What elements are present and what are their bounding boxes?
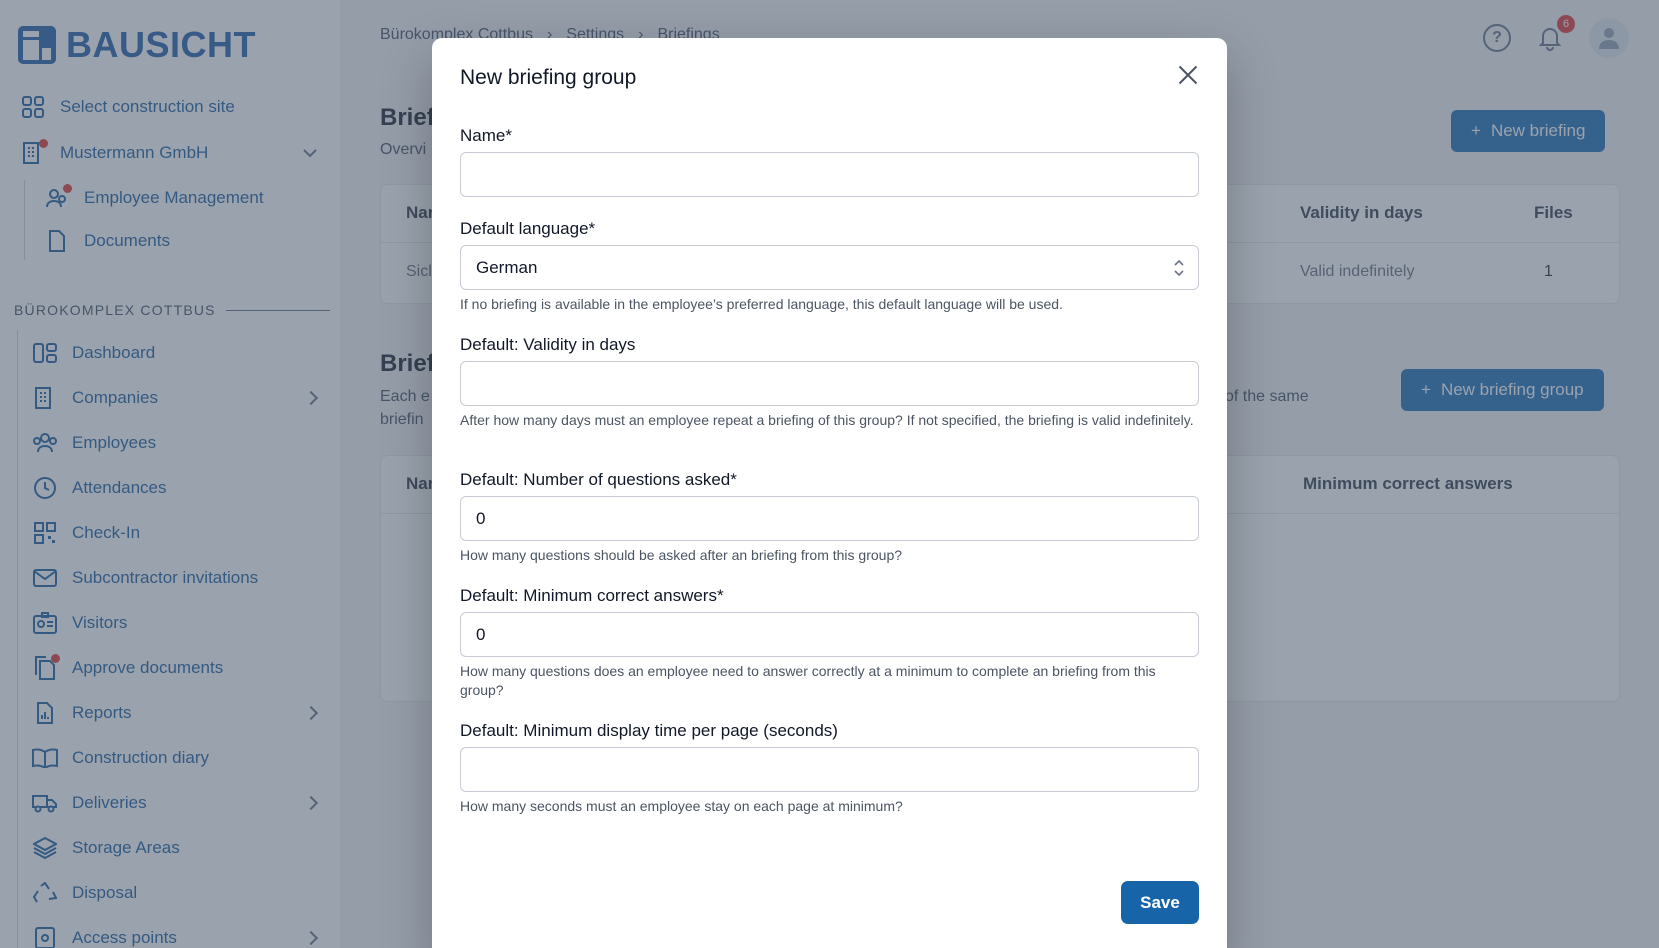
min-correct-input[interactable]: [460, 612, 1199, 657]
default-language-label: Default language*: [460, 219, 596, 238]
validity-help: After how many days must an employee repeat a briefing of this group? If not specified, the briefing is valid indefinitely.: [460, 412, 1194, 428]
questions-help: How many questions should be asked after an briefing from this group?: [460, 547, 903, 563]
validity-label: Default: Validity in days: [460, 335, 636, 354]
new-briefing-group-dialog: [432, 38, 1227, 948]
name-input[interactable]: [460, 152, 1199, 197]
display-time-help: How many seconds must an employee stay on each page at minimum?: [460, 798, 903, 814]
default-language-help: If no briefing is available in the employee’s preferred language, this default language will be used.: [460, 296, 1063, 312]
default-language-value: German: [476, 257, 538, 277]
questions-input[interactable]: [460, 496, 1199, 541]
select-arrows-icon: [1174, 259, 1184, 277]
min-correct-label: Default: Minimum correct answers*: [460, 586, 724, 605]
questions-label: Default: Number of questions asked*: [460, 470, 737, 489]
name-label: Name*: [460, 126, 512, 145]
default-language-select[interactable]: [460, 245, 1199, 290]
dialog-title: New briefing group: [460, 66, 637, 89]
save-button[interactable]: Save: [1121, 881, 1199, 924]
close-icon[interactable]: [1177, 64, 1199, 86]
display-time-input[interactable]: [460, 747, 1199, 792]
min-correct-help: How many questions does an employee need to answer correctly at a minimum to complete an briefing from this group?: [460, 663, 1156, 698]
display-time-label: Default: Minimum display time per page (seconds): [460, 721, 838, 740]
validity-input[interactable]: [460, 361, 1199, 406]
